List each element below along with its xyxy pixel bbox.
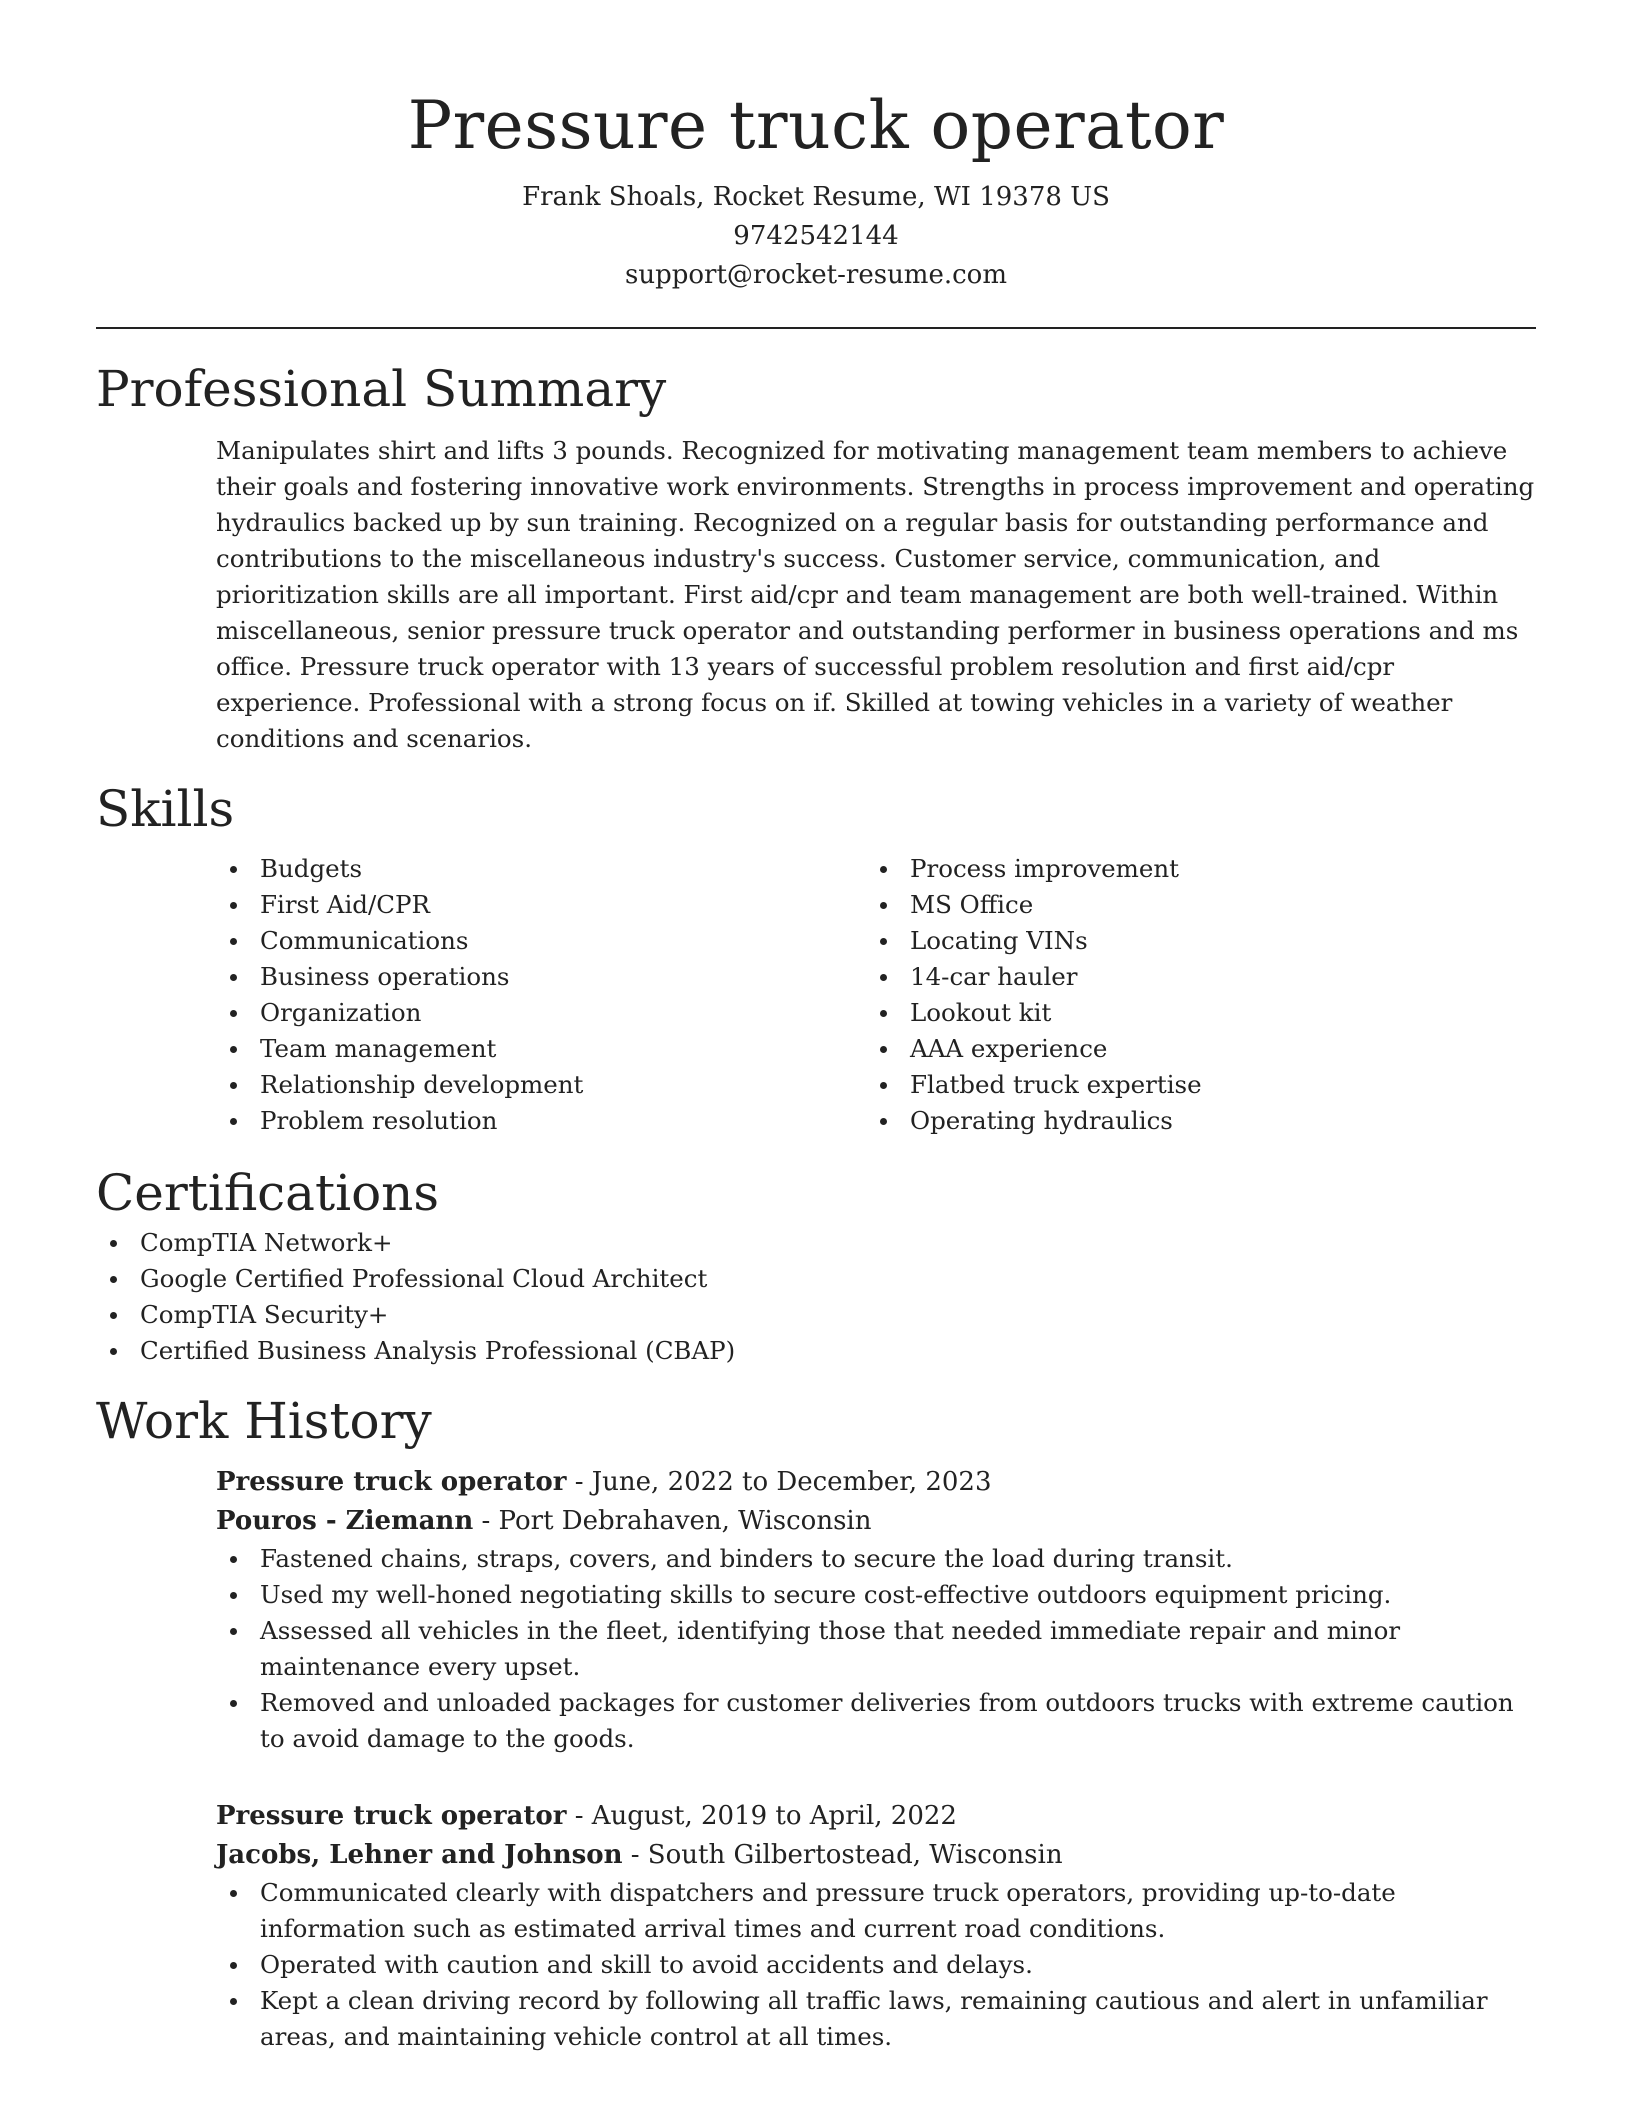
skills-list-right xyxy=(866,851,1516,1139)
skill-item: Team management xyxy=(216,1031,866,1067)
job-duty-item: Fastened chains, straps, covers, and binders to secure the load during transit. xyxy=(216,1541,1536,1577)
skills-grid xyxy=(216,851,1536,1139)
skill-item: MS Office xyxy=(866,887,1516,923)
job-duty-item: Assessed all vehicles in the fleet, identifying those that needed immediate repair and minor maintenance every upset. xyxy=(216,1613,1536,1685)
job-company: Jacobs, Lehner and Johnson xyxy=(216,1840,623,1870)
skills-heading: Skills xyxy=(96,780,235,838)
skill-item: Lookout kit xyxy=(866,995,1516,1031)
resume-header xyxy=(96,0,1536,295)
skill-item: 14-car hauler xyxy=(866,959,1516,995)
skills-list-left xyxy=(216,851,866,1139)
resume-title: Pressure truck operator xyxy=(407,87,1225,164)
skill-item: Relationship development xyxy=(216,1067,866,1103)
job-company-line xyxy=(216,1836,1536,1875)
header-divider xyxy=(96,327,1536,329)
job-dates: - August, 2019 to April, 2022 xyxy=(566,1801,957,1831)
skill-item: Problem resolution xyxy=(216,1103,866,1139)
job-title-line xyxy=(216,1797,1536,1836)
job-entry xyxy=(216,1463,1536,1757)
contact-email: support@rocket-resume.com xyxy=(624,260,1007,290)
job-duty-item: Operated with caution and skill to avoid accidents and delays. xyxy=(216,1947,1536,1983)
work-history-section xyxy=(96,1389,1536,2055)
certifications-list xyxy=(96,1225,1536,1369)
job-duty-item: Removed and unloaded packages for customer deliveries from outdoors trucks with extreme caution to avoid damage to the goods. xyxy=(216,1685,1536,1757)
job-duties-list xyxy=(216,1875,1536,2055)
job-duty-item: Used my well-honed negotiating skills to secure cost-effective outdoors equipment pricing. xyxy=(216,1577,1536,1613)
job-location: - Port Debrahaven, Wisconsin xyxy=(473,1506,872,1536)
job-duty-item: Kept a clean driving record by following all traffic laws, remaining cautious and alert in unfamiliar areas, and maintaining vehicle control at all times. xyxy=(216,1983,1536,2055)
job-entry xyxy=(216,1797,1536,2055)
skill-item: Flatbed truck expertise xyxy=(866,1067,1516,1103)
job-duty-item: Communicated clearly with dispatchers and pressure truck operators, providing up-to-date information such as estimated arrival times and current road conditions. xyxy=(216,1875,1536,1947)
work-history-heading: Work History xyxy=(96,1392,432,1450)
summary-section xyxy=(96,357,1536,757)
contact-phone: 9742542144 xyxy=(733,221,899,251)
job-dates: - June, 2022 to December, 2023 xyxy=(566,1467,992,1497)
skill-item: Process improvement xyxy=(866,851,1516,887)
summary-text: Manipulates shirt and lifts 3 pounds. Recognized for motivating management team members to achieve their goals and fostering innovative work environments. Strengths in process improvement and operating hydraulics backed up by sun training. Recognized on a regular basis for outstanding performance and contributions to the miscellaneous industry's success. Customer service, communication, and prioritization skills are all important. First aid/cpr and team management are both well-trained. Within miscellaneous, senior pressure truck operator and outstanding performer in business operations and ms office. Pressure truck operator with 13 years of successful problem resolution and first aid/cpr experience. Professional with a strong focus on if. Skilled at towing vehicles in a variety of weather conditions and scenarios. xyxy=(216,436,1535,753)
skills-column-right xyxy=(866,851,1516,1139)
certification-item: CompTIA Security+ xyxy=(96,1297,1536,1333)
job-duties-list xyxy=(216,1541,1536,1757)
skills-section xyxy=(96,777,1536,1139)
certification-item: Certified Business Analysis Professional (CBAP) xyxy=(96,1333,1536,1369)
contact-address: Frank Shoals, Rocket Resume, WI 19378 US xyxy=(522,182,1110,212)
job-title: Pressure truck operator xyxy=(216,1467,567,1497)
skill-item: Communications xyxy=(216,923,866,959)
job-title-line xyxy=(216,1463,1536,1502)
skill-item: First Aid/CPR xyxy=(216,887,866,923)
skill-item: Organization xyxy=(216,995,866,1031)
job-company: Pouros - Ziemann xyxy=(216,1506,474,1536)
job-location: - South Gilbertostead, Wisconsin xyxy=(622,1840,1063,1870)
skills-column-left xyxy=(216,851,866,1139)
certification-item: Google Certified Professional Cloud Architect xyxy=(96,1261,1536,1297)
job-company-line xyxy=(216,1502,1536,1541)
summary-heading: Professional Summary xyxy=(96,360,667,418)
skill-item: Budgets xyxy=(216,851,866,887)
contact-info xyxy=(96,178,1536,295)
job-title: Pressure truck operator xyxy=(216,1801,567,1831)
skill-item: Locating VINs xyxy=(866,923,1516,959)
certifications-section xyxy=(96,1161,1536,1369)
skill-item: AAA experience xyxy=(866,1031,1516,1067)
skill-item: Operating hydraulics xyxy=(866,1103,1516,1139)
skill-item: Business operations xyxy=(216,959,866,995)
certification-item: CompTIA Network+ xyxy=(96,1225,1536,1261)
certifications-heading: Certifications xyxy=(96,1164,440,1222)
